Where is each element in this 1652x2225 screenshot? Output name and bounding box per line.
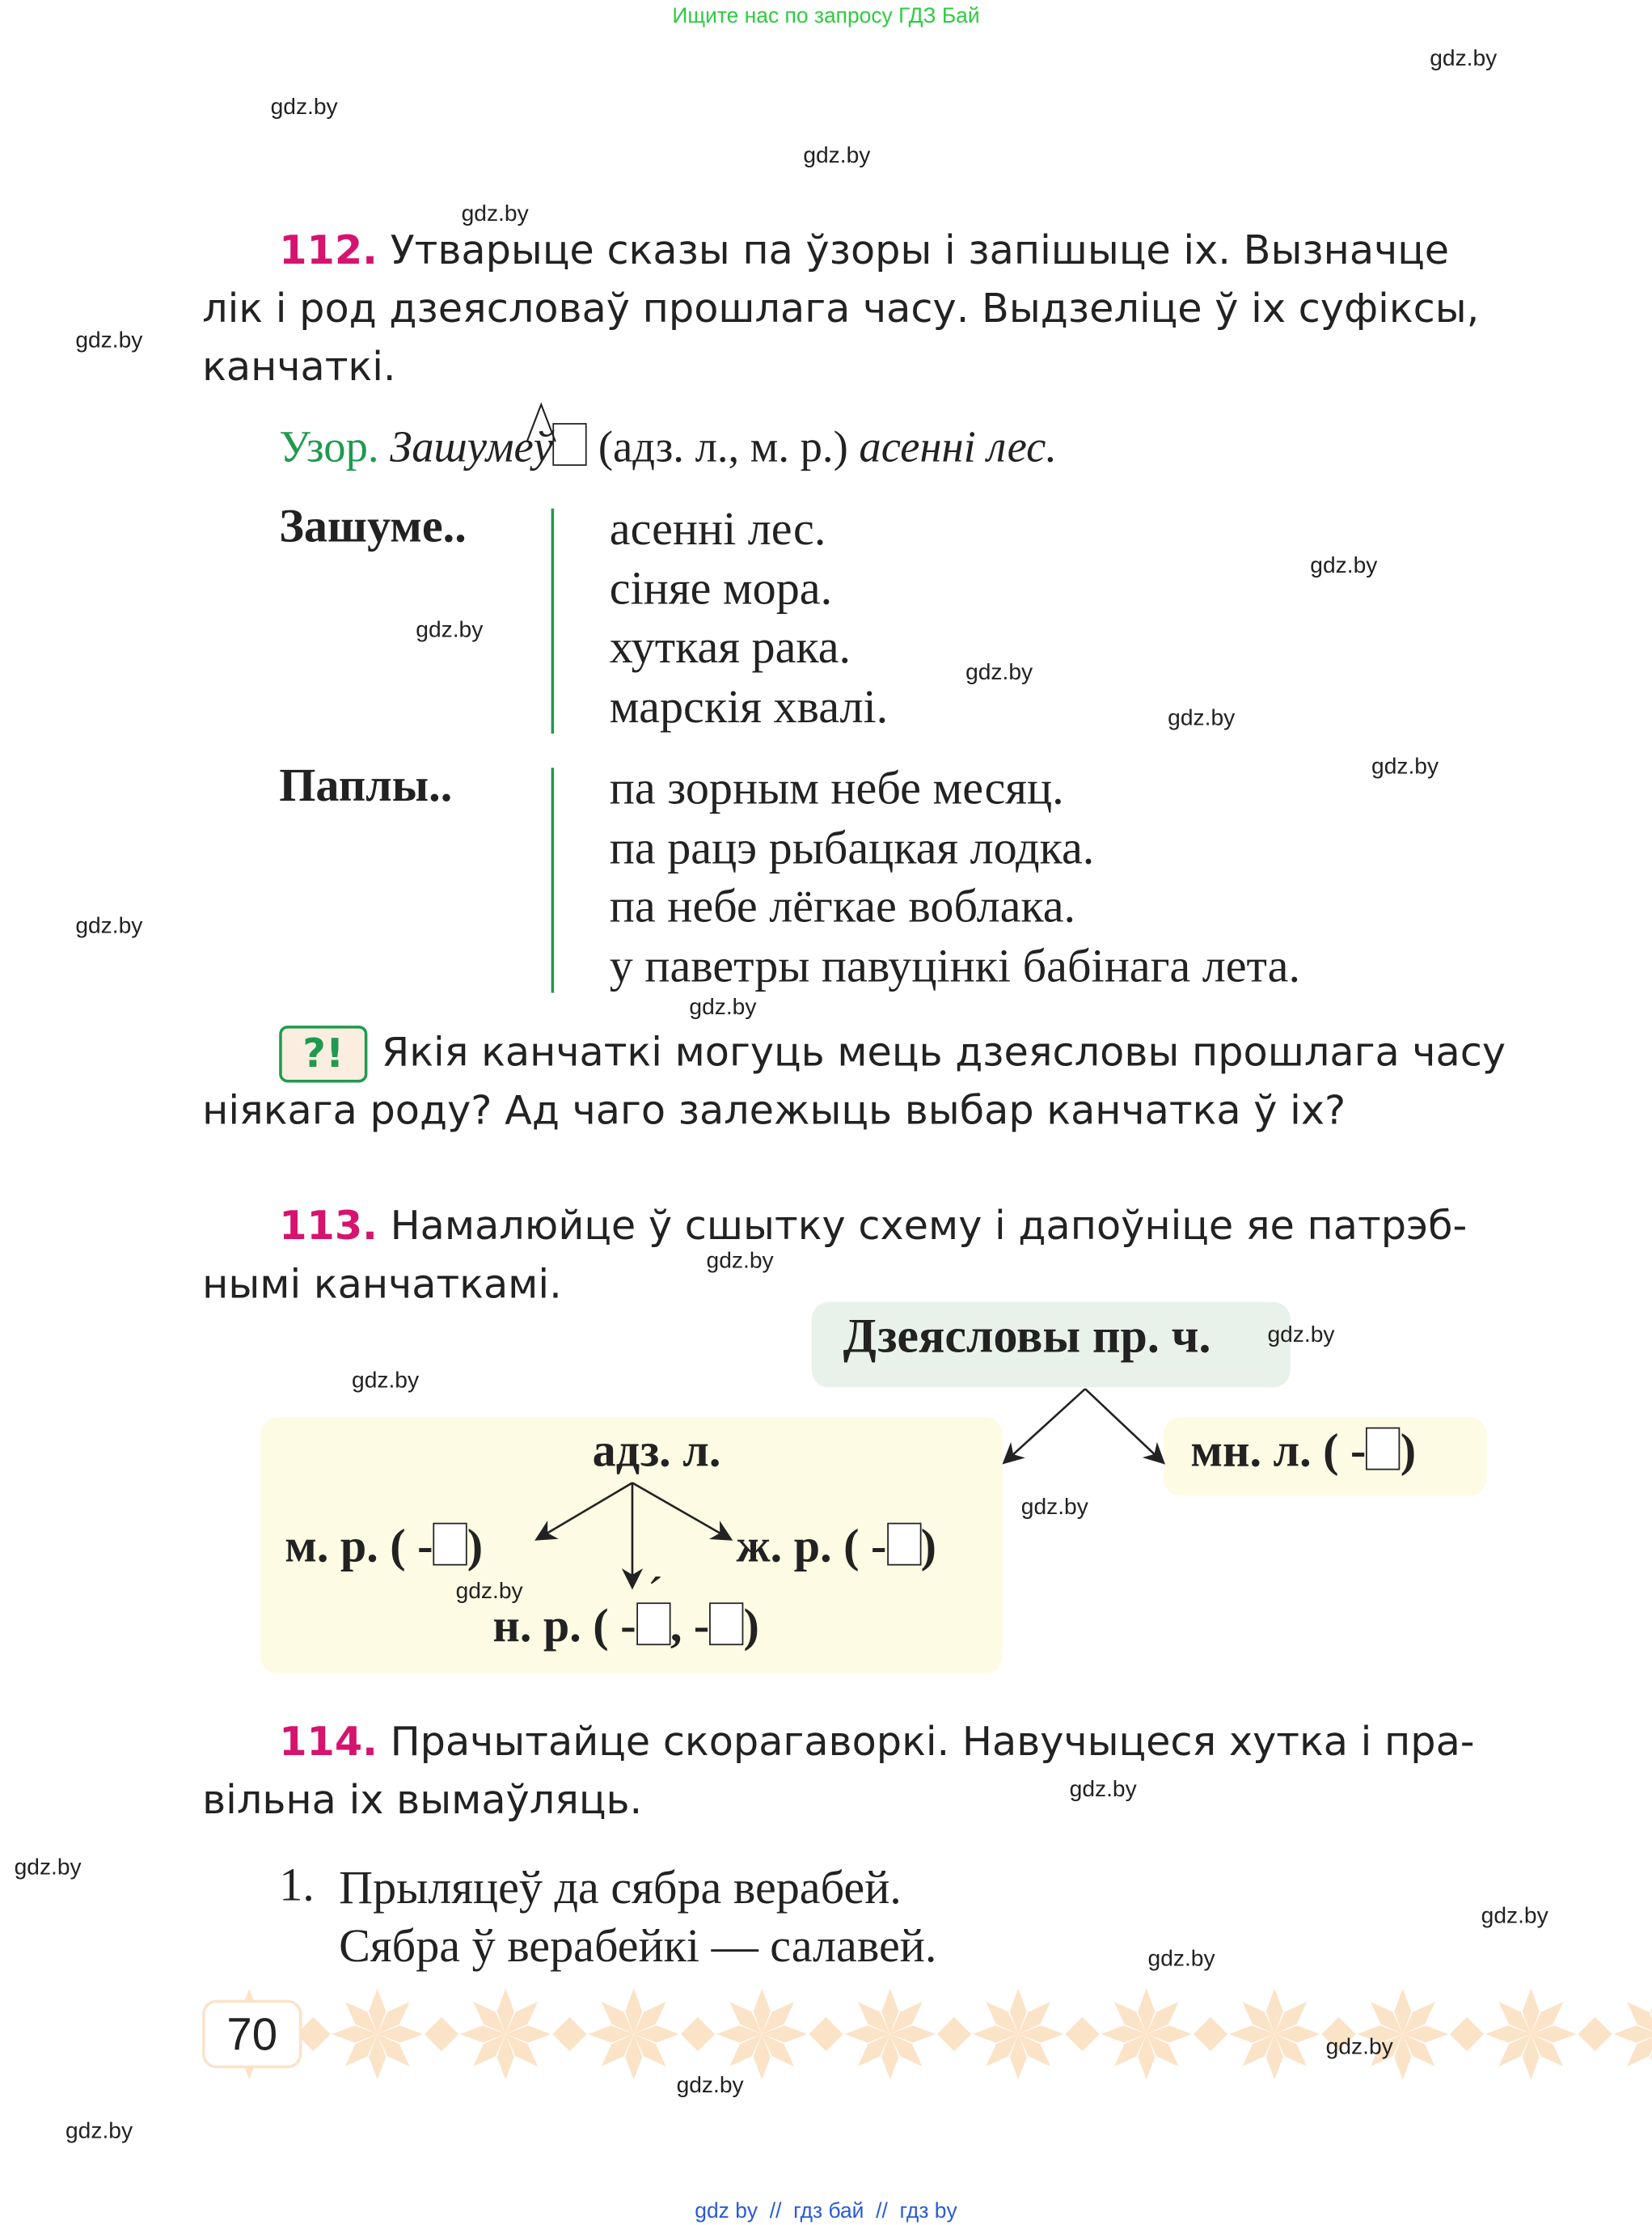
footer-links[interactable]: gdz by // гдз бай // гдз by: [695, 2199, 957, 2224]
ornament-star-icon: [1485, 1989, 1577, 2080]
group2-item: па зорным небе месяц.: [609, 764, 1064, 815]
accent-mark: ´: [647, 1569, 664, 1622]
close-paren: ): [743, 1601, 759, 1652]
ornament-star-icon: [1613, 1989, 1652, 2080]
ending-box: [709, 1602, 743, 1645]
dash: -: [417, 1521, 433, 1573]
ornament-star-icon: [1229, 1989, 1320, 2080]
scheme-plural: [1190, 1426, 1416, 1478]
ornament-diamond-icon: [1450, 2017, 1484, 2051]
ex112-number: 112.: [279, 226, 378, 274]
scheme-masc: [285, 1521, 483, 1574]
watermark: gdz.by: [1267, 1323, 1335, 1348]
watermark: gdz.by: [416, 618, 484, 643]
ornament-diamond-icon: [681, 2017, 715, 2051]
pattern-label: Узор.: [279, 421, 379, 472]
tongue-twister-line: Сябра ў верабейкі — салавей.: [339, 1921, 937, 1973]
header-banner: Ищите нас по запросу ГДЗ Бай: [672, 4, 980, 29]
ornament-star-icon: [973, 1989, 1064, 2080]
watermark: gdz.by: [75, 914, 143, 939]
ornament-diamond-icon: [1194, 2017, 1227, 2051]
ornament-border: [150, 1987, 1652, 2081]
ending-box: [1366, 1428, 1400, 1470]
neut-label: н. р. (: [492, 1601, 609, 1652]
ex112-text: Утварыце сказы па ўзоры і запішыце іх. Вызначце: [390, 226, 1450, 274]
ex113-line-2: нымі канчаткамі.: [202, 1260, 562, 1308]
pattern-end: асенні лес.: [859, 421, 1058, 472]
ex114-number: 114.: [279, 1718, 378, 1766]
group1-item: сіняе мора.: [609, 563, 833, 615]
ornament-diamond-icon: [552, 2017, 586, 2051]
watermark: gdz.by: [1325, 2035, 1393, 2060]
group2-item: па небе лёгкае воблака.: [609, 882, 1076, 933]
dash: -: [620, 1601, 636, 1652]
group1-item: марскія хвалі.: [609, 681, 889, 734]
scheme-singular: адз. л.: [592, 1425, 721, 1478]
close-paren: ): [1400, 1425, 1417, 1478]
ornament-diamond-icon: [809, 2017, 843, 2051]
question-line-2: ніякага роду? Ад чаго залежыць выбар канчатка ў іх?: [202, 1086, 1346, 1134]
watermark: gdz.by: [965, 661, 1033, 686]
scheme-neut: [492, 1569, 759, 1654]
ornament-diamond-icon: [937, 2017, 971, 2051]
watermark: gdz.by: [75, 328, 143, 353]
masc-label: м. р. (: [285, 1521, 406, 1573]
group2-item: у паветры павуцінкі бабінага лета.: [609, 941, 1301, 992]
watermark: gdz.by: [1371, 755, 1439, 780]
group2-verb: Паплы..: [279, 760, 453, 812]
dash: -: [693, 1601, 710, 1652]
ornament-star-icon: [716, 1989, 808, 2080]
ornament-star-icon: [1357, 1989, 1448, 2080]
watermark: gdz.by: [676, 2074, 744, 2099]
arrow-to-fem: [632, 1483, 729, 1538]
dash: -: [871, 1521, 887, 1573]
fem-label: ж. р. (: [736, 1521, 860, 1573]
watermark: gdz.by: [461, 202, 529, 227]
close-paren: ): [920, 1521, 937, 1573]
watermark: gdz.by: [803, 143, 871, 168]
close-paren: ): [467, 1521, 484, 1573]
ending-box: [433, 1523, 467, 1566]
arrow-to-masc: [539, 1483, 632, 1538]
watermark: gdz.by: [455, 1580, 523, 1605]
pattern-note: (адз. л., м. р.): [598, 421, 848, 472]
watermark: gdz.by: [1430, 47, 1498, 72]
ornament-star-icon: [332, 1989, 423, 2080]
watermark: gdz.by: [14, 1855, 82, 1880]
watermark: gdz.by: [1310, 554, 1378, 579]
ex113-number: 113.: [279, 1202, 378, 1250]
ornament-diamond-icon: [1578, 2017, 1612, 2051]
ex114-line-1: [279, 1714, 1474, 1770]
ex112-line-2: лік і род дзеясловаў прошлага часу. Выдзеліце ў іх суфіксы,: [202, 285, 1480, 332]
ornament-diamond-icon: [425, 2017, 458, 2051]
ornament-diamond-icon: [1065, 2017, 1099, 2051]
scheme-root: Дзеясловы пр. ч.: [843, 1310, 1211, 1364]
stressed-ending: [636, 1569, 670, 1652]
question-badge: ?!: [279, 1026, 367, 1082]
ex114-line-2: вільна іх вымаўляць.: [202, 1776, 643, 1824]
ending-box: [886, 1523, 920, 1566]
watermark: gdz.by: [65, 2119, 133, 2144]
ornament-star-icon: [1101, 1989, 1192, 2080]
scheme-fem: [737, 1521, 937, 1574]
watermark: gdz.by: [706, 1249, 774, 1274]
ex113-text: Намалюйце ў сшытку схему і дапоўніце яе патрэб-: [390, 1202, 1468, 1250]
tongue-twister-number: 1.: [279, 1860, 315, 1912]
watermark: gdz.by: [270, 95, 338, 120]
ex114-text: Прачытайце скорагаворкі. Навучыцеся хутка і пра-: [390, 1718, 1475, 1766]
pattern-word-text: Зашумеў: [390, 421, 553, 472]
group1-verb: Зашуме..: [279, 501, 467, 553]
tongue-twister-line: Прыляцеў да сябра верабей.: [339, 1863, 902, 1915]
tongue-twister: [339, 1860, 936, 1977]
plural-label: мн. л. (: [1190, 1425, 1339, 1478]
dash: -: [1350, 1425, 1367, 1478]
ornament-star-icon: [844, 1989, 936, 2080]
ornament-star-icon: [588, 1989, 679, 2080]
watermark: gdz.by: [1020, 1495, 1088, 1521]
ornament-star-icon: [460, 1989, 551, 2080]
watermark: gdz.by: [1147, 1947, 1215, 1972]
watermark: gdz.by: [689, 996, 757, 1021]
arrow-to-plural: [1085, 1389, 1162, 1461]
arrow-to-singular: [1005, 1389, 1085, 1461]
ex112-line-3: канчаткі.: [202, 343, 396, 391]
watermark: gdz.by: [352, 1368, 420, 1394]
group2-item: па рацэ рыбацкая лодка.: [609, 823, 1095, 874]
group1-item: хуткая рака.: [609, 622, 851, 675]
watermark: gdz.by: [1069, 1777, 1137, 1802]
question-line-1: Якія канчаткі могуць мець дзеясловы прошлага часу: [382, 1028, 1506, 1076]
comma: ,: [670, 1601, 682, 1652]
watermark: gdz.by: [1481, 1904, 1548, 1929]
watermark: gdz.by: [1168, 706, 1236, 731]
group1-item: асенні лес.: [609, 504, 826, 556]
page-number: 70: [202, 2000, 302, 2069]
